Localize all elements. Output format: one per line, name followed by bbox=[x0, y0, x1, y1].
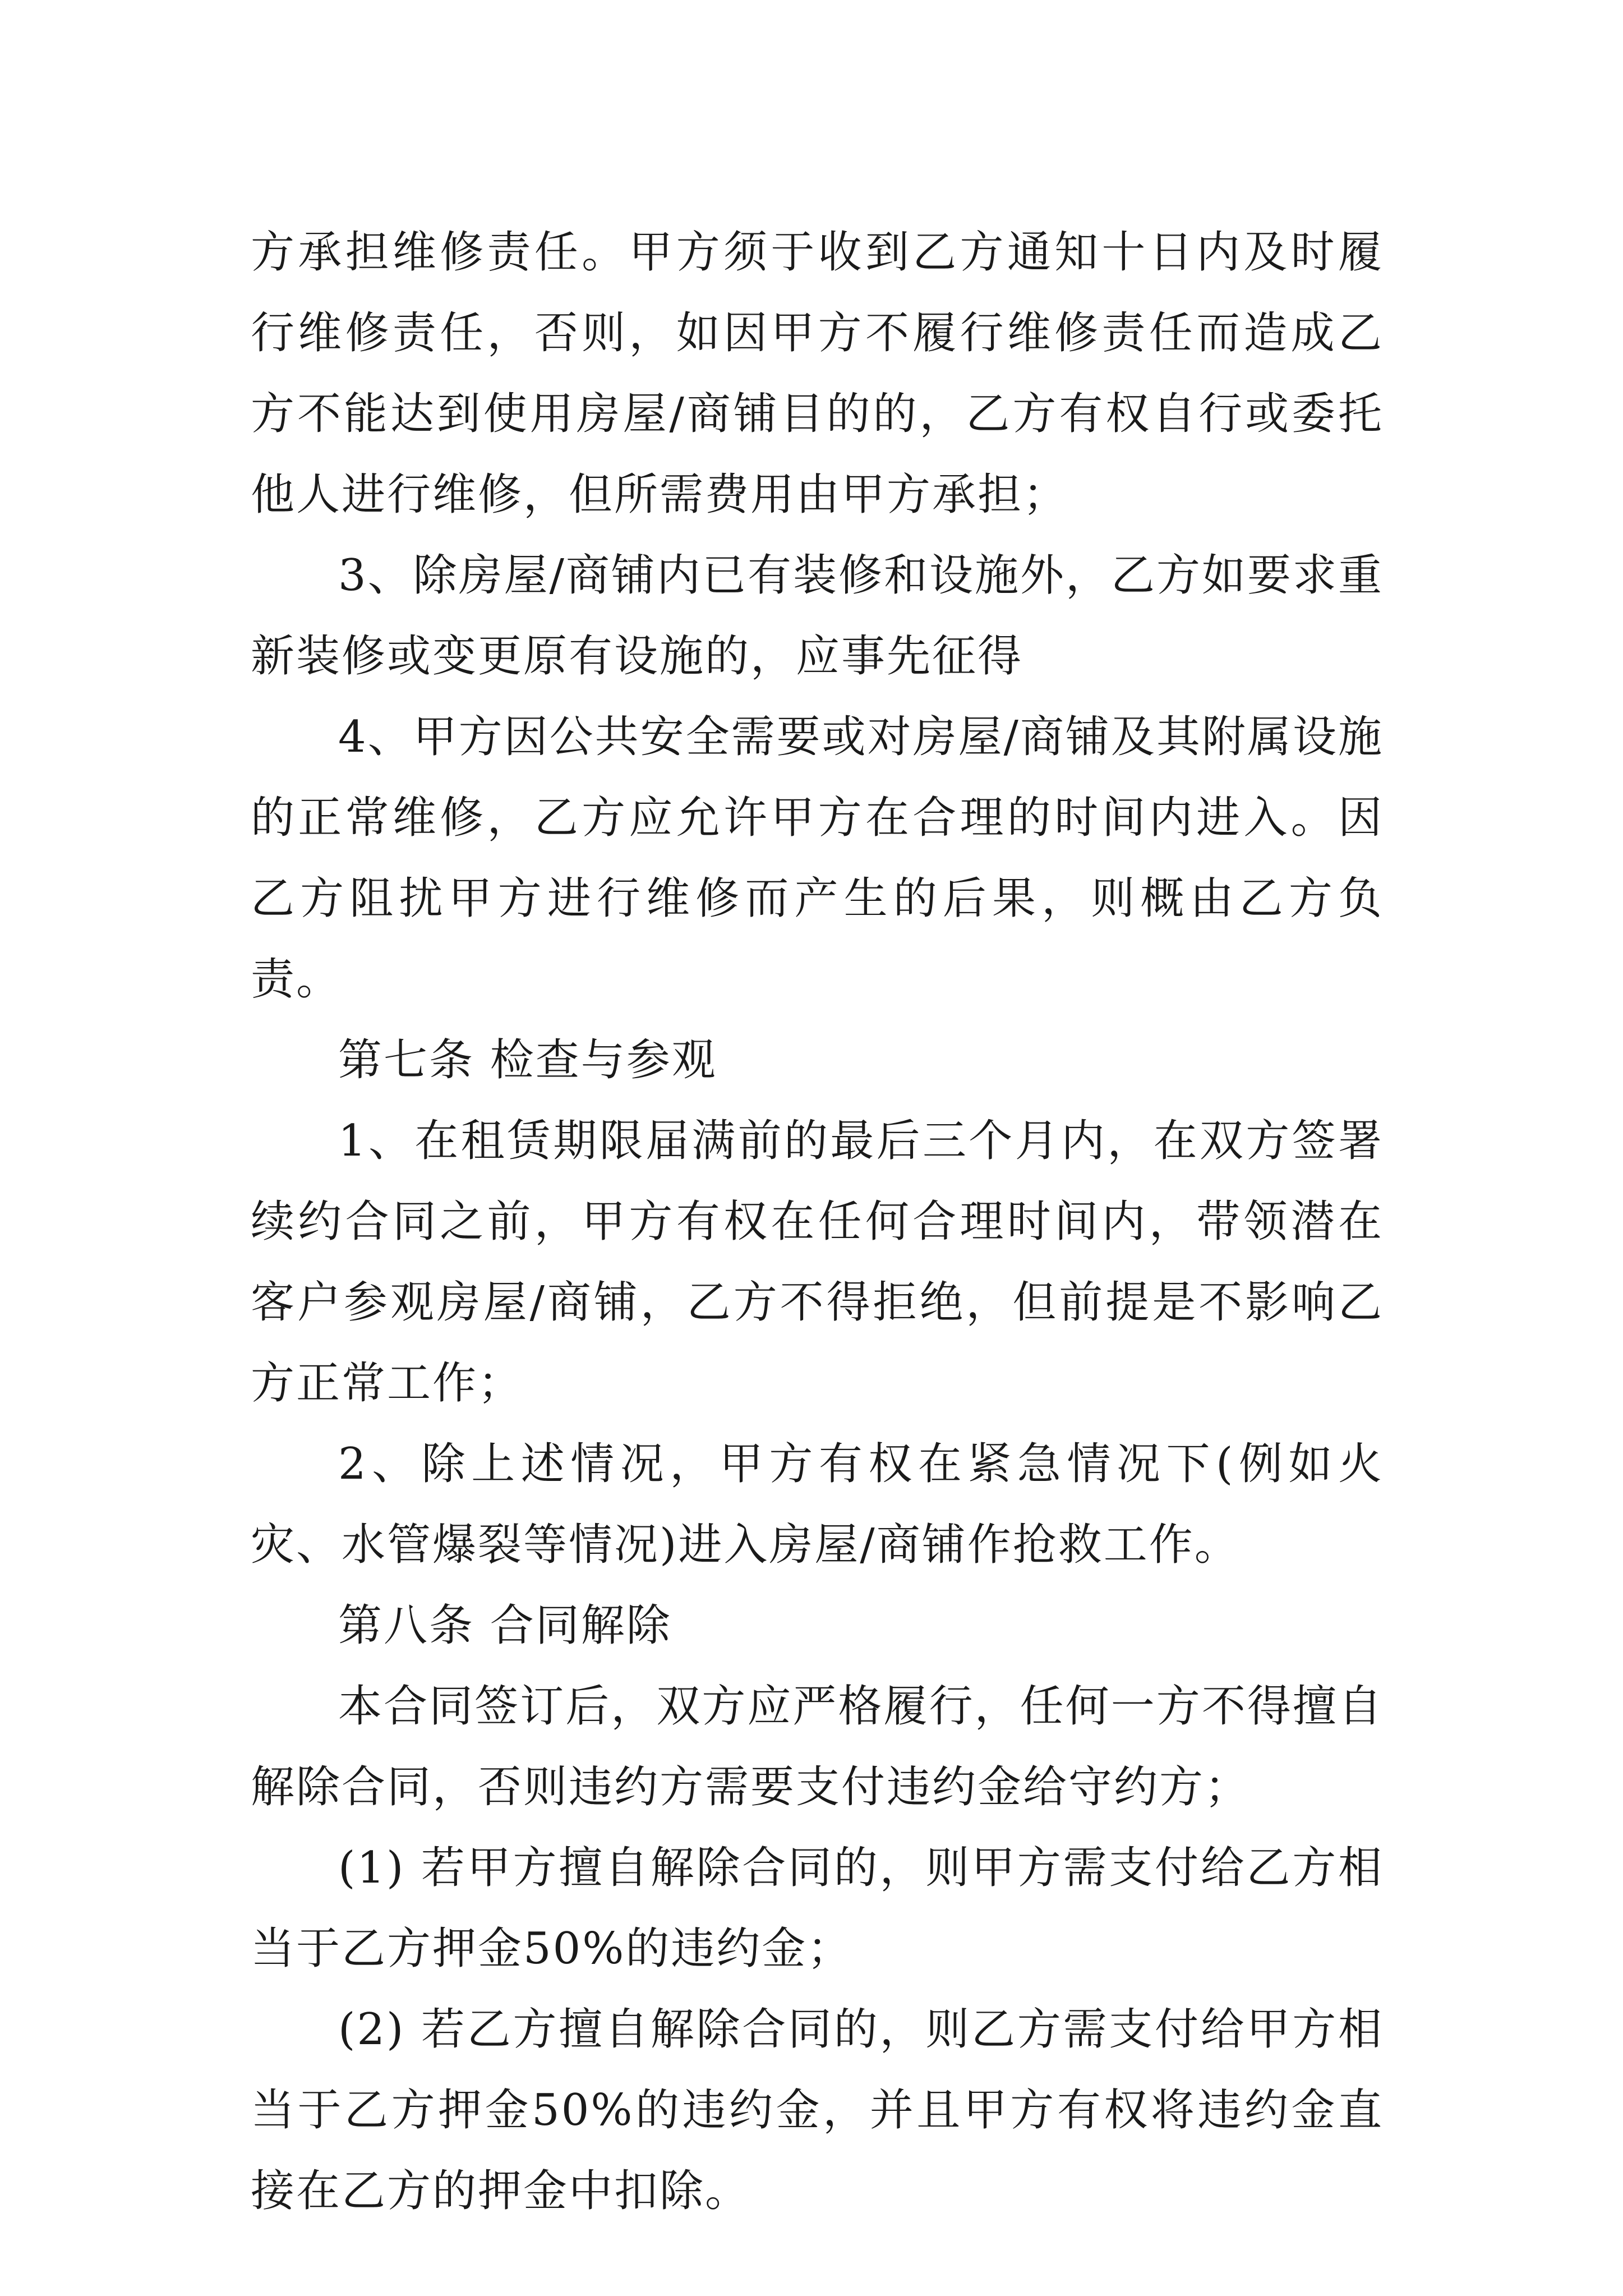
paragraph-clause-4-access: 4、甲方因公共安全需要或对房屋/商铺及其附属设施的正常维修，乙方应允许甲方在合理的时间内进入。因乙方阻扰甲方进行维修而产生的后果，则概由乙方负责。 bbox=[251, 712, 1384, 1005]
paragraph-repair-responsibility: 方承担维修责任。甲方须于收到乙方通知十日内及时履行维修责任，否则，如因甲方不履行维修责任而造成乙方不能达到使用房屋/商铺目的的，乙方有权自行或委托他人进行维修，但所需费用由甲方承担； bbox=[251, 227, 1384, 520]
section-heading-article-7: 第七条 检查与参观 bbox=[338, 1035, 717, 1085]
paragraph-article-8-item-1: (1) 若甲方擅自解除合同的，则甲方需支付给乙方相当于乙方押金50%的违约金； bbox=[251, 1843, 1384, 1974]
paragraph-article-7-clause-1: 1、在租赁期限届满前的最后三个月内，在双方签署续约合同之前，甲方有权在任何合理时间内，带领潜在客户参观房屋/商铺，乙方不得拒绝，但前提是不影响乙方正常工作； bbox=[251, 1116, 1384, 1409]
section-heading-article-8: 第八条 合同解除 bbox=[338, 1600, 672, 1651]
paragraph-article-7-clause-2: 2、除上述情况，甲方有权在紧急情况下(例如火灾、水管爆裂等情况)进入房屋/商铺作抢救工作。 bbox=[251, 1439, 1384, 1570]
paragraph-clause-3-renovation: 3、除房屋/商铺内已有装修和设施外，乙方如要求重新装修或变更原有设施的，应事先征得 bbox=[251, 550, 1384, 682]
paragraph-article-8-item-2: (2) 若乙方擅自解除合同的，则乙方需支付给甲方相当于乙方押金50%的违约金，并且甲方有权将违约金直接在乙方的押金中扣除。 bbox=[251, 2004, 1384, 2216]
paragraph-article-8-intro: 本合同签订后，双方应严格履行，任何一方不得擅自解除合同，否则违约方需要支付违约金给守约方； bbox=[251, 1681, 1384, 1812]
document-body bbox=[251, 212, 1384, 2231]
